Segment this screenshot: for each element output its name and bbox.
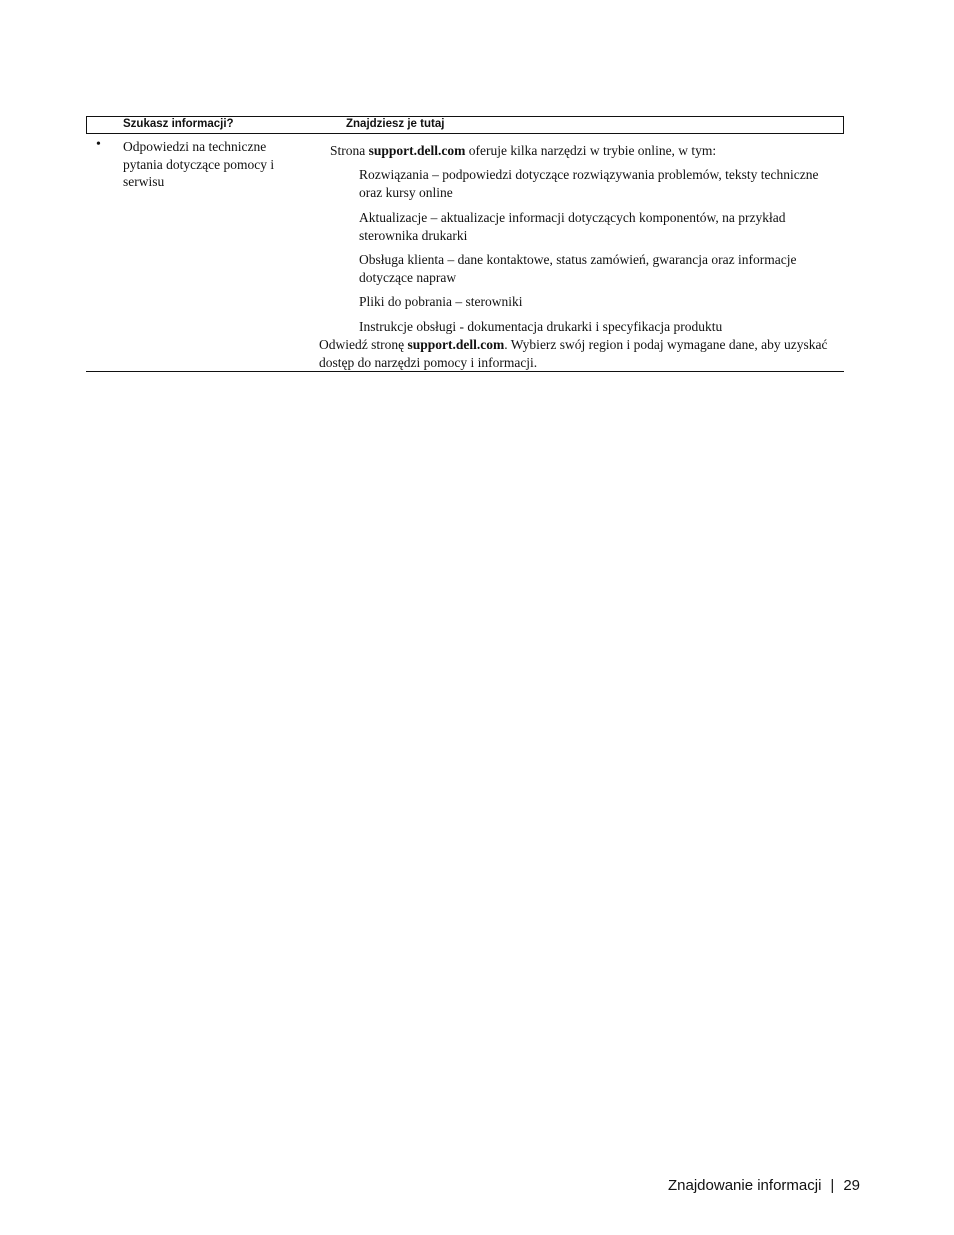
footer-section-title: Znajdowanie informacji xyxy=(668,1177,822,1194)
visit-suffix: . Wybierz swój region i podaj wymagane dane, aby uzyskać dostęp do narzędzi pomocy i informacji. xyxy=(319,337,828,370)
visit-paragraph xyxy=(319,336,839,371)
intro-prefix: Strona xyxy=(330,143,369,158)
list-item-updates: Aktualizacje – aktualizacje informacji dotyczących komponentów, na przykład sterownika drukarki xyxy=(359,210,786,243)
visit-prefix: Odwiedź stronę xyxy=(319,337,408,352)
bullet-icon: • xyxy=(96,137,101,152)
intro-paragraph xyxy=(330,142,830,160)
question-text: Odpowiedzi na techniczne pytania dotyczące pomocy i serwisu xyxy=(123,139,275,189)
list-item-customer-service: Obsługa klienta – dane kontaktowe, status zamówień, gwarancja oraz informacje dotyczące napraw xyxy=(359,252,797,285)
header-find-here: Znajdziesz je tutaj xyxy=(346,118,445,130)
list-item-manuals: Instrukcje obsługi - dokumentacja drukarki i specyfikacja produktu xyxy=(359,319,723,334)
support-site-link[interactable]: support.dell.com xyxy=(368,143,466,158)
table-bottom-rule xyxy=(86,371,844,372)
intro-suffix: oferuje kilka narzędzi w trybie online, w tym: xyxy=(465,143,717,158)
table-header-row xyxy=(86,116,844,134)
page-footer xyxy=(668,1177,860,1194)
footer-separator: | xyxy=(830,1177,835,1194)
list-item-solutions: Rozwiązania – podpowiedzi dotyczące rozwiązywania problemów, teksty techniczne oraz kursy online xyxy=(359,167,819,200)
header-looking-for: Szukasz informacji? xyxy=(123,118,234,130)
support-site-link-2[interactable]: support.dell.com xyxy=(407,337,505,352)
page-number: 29 xyxy=(843,1177,860,1194)
list-item-downloads: Pliki do pobrania – sterowniki xyxy=(359,294,523,309)
